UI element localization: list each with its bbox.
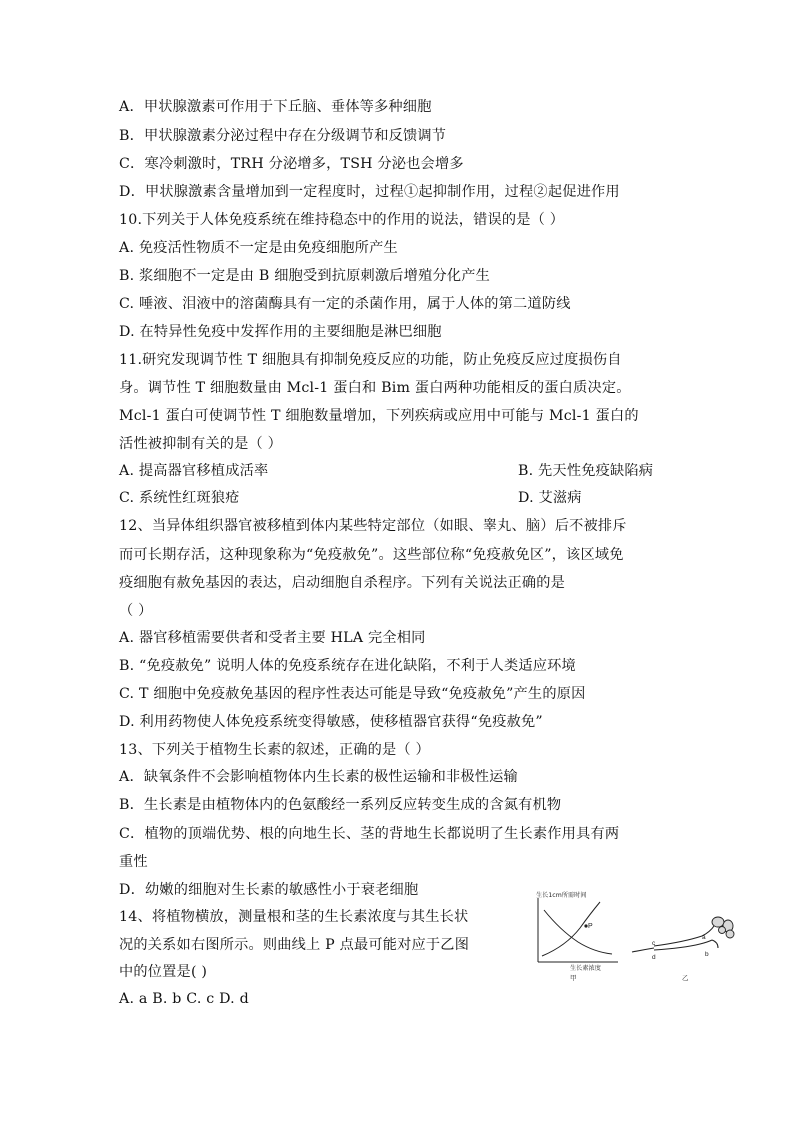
- line-q12-b: B. “免疫赦免” 说明人体的免疫系统存在进化缺陷，不利于人类适应环境: [119, 658, 576, 674]
- question-14-stem-2: 况的关系如右图所示。则曲线上 P 点最可能对应于乙图: [119, 937, 470, 953]
- question-11-stem-3: Mcl-1 蛋白可使调节性 T 细胞数量增加，下列疾病或应用中可能与 Mcl-1 蛋白的: [119, 408, 639, 424]
- line-q13-d: D．幼嫩的细胞对生长素的敏感性小于衰老细胞: [119, 882, 419, 898]
- line-q12-d: D. 利用药物使人体免疫系统变得敏感，使移植器官获得“免疫赦免”: [119, 714, 543, 730]
- question-10-stem: 10.下列关于人体免疫系统在维持稳态中的作用的说法，错误的是（ ）: [119, 212, 565, 228]
- question-11-stem-2: 身。调节性 T 细胞数量由 Mcl-1 蛋白和 Bim 蛋白两种功能相反的蛋白质决定。: [119, 380, 631, 396]
- line-q9-c: C．寒冷刺激时，TRH 分泌增多，TSH 分泌也会增多: [119, 156, 464, 172]
- q11-option-d: D. 艾滋病: [518, 490, 582, 506]
- figure-q14: [524, 888, 750, 988]
- question-14-stem-1: 14、将植物横放，测量根和茎的生长素浓度与其生长状: [119, 909, 469, 925]
- jia-curve-falling: [544, 910, 612, 954]
- graph-jia: [538, 898, 618, 962]
- seedling-root: [632, 948, 654, 952]
- yi-label-c: c: [652, 940, 656, 947]
- seedling-leaves: [712, 917, 734, 938]
- q11-option-b: B. 先天性免疫缺陷病: [518, 463, 654, 479]
- question-14-stem-3: 中的位置是( ): [119, 964, 208, 980]
- question-12-stem-1: 12、当异体组织器官被移植到体内某些特定部位（如眼、睾丸、脑）后不被排斥: [119, 518, 627, 534]
- line-q13-c-2: 重性: [119, 854, 148, 870]
- line-q10-c: C. 唾液、泪液中的溶菌酶具有一定的杀菌作用，属于人体的第二道防线: [119, 296, 571, 312]
- q14-options: A. a B. b C. c D. d: [119, 991, 249, 1007]
- q11-options-row-1: [119, 461, 654, 481]
- line-q13-c-1: C．植物的顶端优势、根的向地生长、茎的背地生长都说明了生长素作用具有两: [119, 826, 620, 842]
- line-q9-a: A．甲状腺激素可作用于下丘脑、垂体等多种细胞: [119, 99, 432, 115]
- yi-label-b: b: [705, 951, 709, 958]
- jia-caption: 甲: [570, 974, 577, 982]
- line-q12-a: A. 器官移植需要供者和受者主要 HLA 完全相同: [119, 630, 426, 646]
- q11-options-row-2: [119, 488, 582, 508]
- line-q10-d: D. 在特异性免疫中发挥作用的主要细胞是淋巴细胞: [119, 324, 442, 340]
- yi-caption: 乙: [682, 974, 689, 982]
- question-12-stem-4: （ ）: [119, 603, 153, 619]
- q11-option-a: A. 提高器官移植成活率: [119, 463, 269, 479]
- line-q10-a: A. 免疫活性物质不一定是由免疫细胞所产生: [119, 240, 398, 256]
- seedling-root-bend: [712, 940, 718, 948]
- question-11-stem-1: 11.研究发现调节性 T 细胞具有抑制免疫反应的功能，防止免疫反应过度损伤自: [119, 352, 622, 368]
- q11-option-c: C. 系统性红斑狼疮: [119, 490, 240, 506]
- line-q12-c: C. T 细胞中免疫赦免基因的程序性表达可能是导致“免疫赦免”产生的原因: [119, 686, 586, 702]
- question-12-stem-2: 而可长期存活，这种现象称为“免疫赦免”。这些部位称“免疫赦免区”，该区域免: [119, 547, 624, 563]
- question-13-stem: 13、下列关于植物生长素的叙述，正确的是（ ）: [119, 742, 430, 758]
- figure-q14-svg: [524, 888, 750, 988]
- line-q9-b: B．甲状腺激素分泌过程中存在分级调节和反馈调节: [119, 128, 447, 144]
- jia-y-label: 生长1cm所需时间: [536, 892, 587, 899]
- yi-label-d: d: [652, 954, 656, 961]
- yi-label-a: a: [702, 934, 706, 941]
- question-11-stem-4: 活性被抑制有关的是（ ）: [119, 436, 282, 452]
- line-q13-a: A．缺氧条件不会影响植物体内生长素的极性运输和非极性运输: [119, 769, 518, 785]
- jia-x-label: 生长素浓度: [570, 965, 601, 972]
- line-q13-b: B．生长素是由植物体内的色氨酸经一系列反应转变生成的含氮有机物: [119, 797, 562, 813]
- question-12-stem-3: 疫细胞有赦免基因的表达，启动细胞自杀程序。下列有关说法正确的是: [119, 575, 566, 591]
- line-q10-b: B. 浆细胞不一定是由 B 细胞受到抗原刺激后增殖分化产生: [119, 268, 491, 284]
- point-p-label: P: [588, 923, 593, 930]
- line-q9-d: D．甲状腺激素含量增加到一定程度时，过程①起抑制作用，过程②起促进作用: [119, 184, 620, 200]
